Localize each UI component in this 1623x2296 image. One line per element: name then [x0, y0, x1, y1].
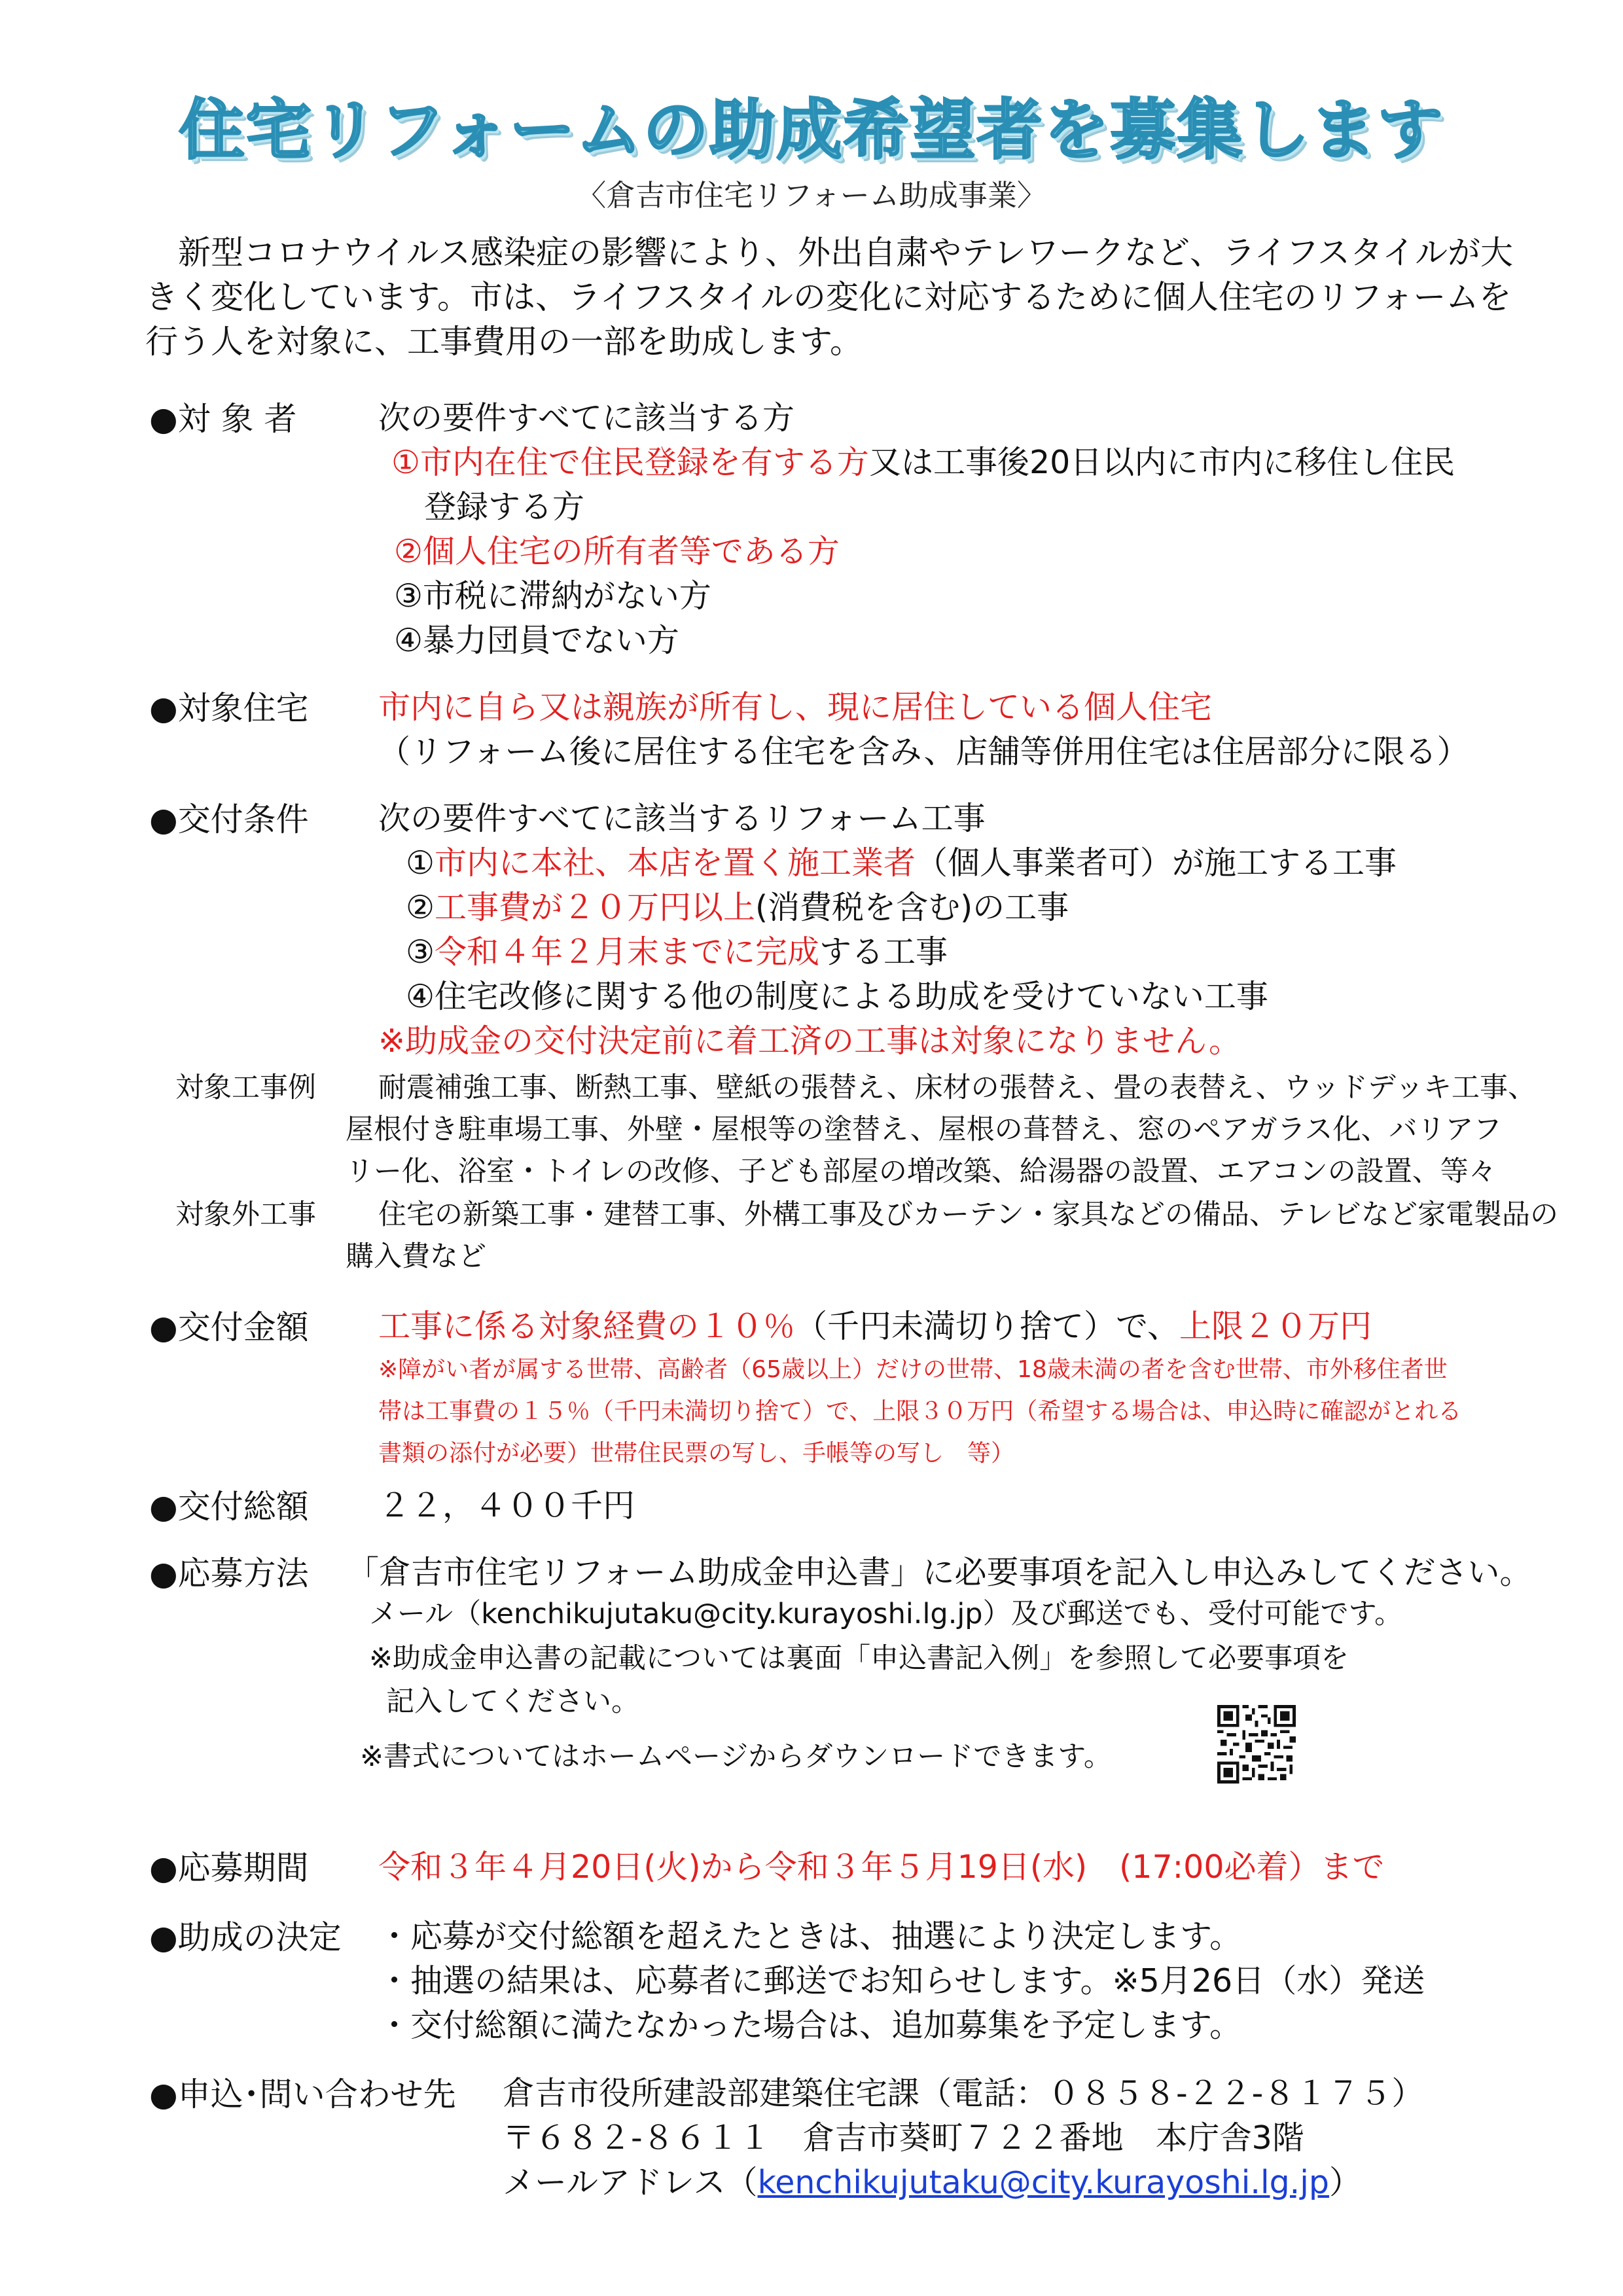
examples-line-2: 屋根付き駐車場工事、外壁・屋根等の塗替え、屋根の葺替え、窓のペアガラス化、バリアフ	[346, 1113, 1502, 1146]
condition-1: ①市内に本社、本店を置く施工業者（個人事業者可）が施工する工事	[406, 844, 1397, 882]
contact-line-3: メールアドレス（kenchikujutaku@city.kurayoshi.lg.jp）	[503, 2164, 1361, 2201]
target-person-item-2: ②個人住宅の所有者等である方	[394, 533, 840, 570]
target-person-item-1-cont: 登録する方	[424, 488, 585, 526]
decision-label: ●助成の決定	[149, 1918, 342, 1956]
period-label: ●応募期間	[149, 1849, 309, 1887]
condition-3: ③令和４年２月末までに完成する工事	[406, 933, 948, 971]
amount-note-1: ※障がい者が属する世帯、高齢者（65歳以上）だけの世帯、18歳未満の者を含む世帯、市外移住者世	[378, 1356, 1448, 1383]
target-person-item-1: ①市内在住で住民登録を有する方又は工事後20日以内に市内に移住し住民	[391, 444, 1455, 481]
apply-line-1: 「倉吉市住宅リフォーム助成金申込書」に必要事項を記入し申込みしてください。	[347, 1554, 1532, 1591]
period-value: 令和３年４月20日(火)から令和３年５月19日(水) (17:00必着）まで	[378, 1848, 1385, 1886]
target-person-lead: 次の要件すべてに該当する方	[378, 399, 795, 437]
conditions-lead: 次の要件すべてに該当するリフォーム工事	[378, 800, 986, 837]
examples-line-3: リー化、浴室・トイレの改修、子ども部屋の増改築、給湯器の設置、エアコンの設置、等々	[346, 1155, 1497, 1188]
amount-note-2: 帯は工事費の１５％（千円未満切り捨て）で、上限３０万円（希望する場合は、申込時に確認がとれる	[378, 1398, 1462, 1425]
decision-line-3: ・交付総額に満たなかった場合は、追加募集を予定します。	[378, 2007, 1242, 2044]
conditions-label: ●交付条件	[149, 800, 309, 838]
contact-label: ●申込･問い合わせ先	[149, 2075, 456, 2113]
apply-line-2: メール（kenchikujutaku@city.kurayoshi.lg.jp）及び郵送でも、受付可能です。	[369, 1598, 1403, 1630]
contact-email-link[interactable]: kenchikujutaku@city.kurayoshi.lg.jp	[757, 2164, 1329, 2201]
target-house-note: （リフォーム後に居住する住宅を含み、店舗等併用住宅は住居部分に限る）	[378, 733, 1469, 770]
total-label: ●交付総額	[149, 1488, 309, 1526]
page-subtitle: 〈倉吉市住宅リフォーム助成事業〉	[577, 178, 1046, 213]
excluded-label: 対象外工事	[175, 1198, 316, 1231]
intro-paragraph: 新型コロナウイルス感染症の影響により、外出自粛やテレワークなど、ライフスタイルが大きく変化しています。市は、ライフスタイルの変化に対応するために個人住宅のリフォームを行う人を対象に、工事費用の一部を助成します。	[145, 234, 1513, 361]
total-value: ２２，４００千円	[378, 1487, 635, 1524]
apply-line-4: 記入してください。	[386, 1685, 639, 1718]
target-person-item-4: ④暴力団員でない方	[394, 622, 679, 659]
page-title: 住宅リフォームの助成希望者を募集します	[179, 92, 1444, 168]
target-house-label: ●対象住宅	[149, 689, 309, 727]
decision-line-1: ・応募が交付総額を超えたときは、抽選により決定します。	[378, 1918, 1242, 1955]
amount-label: ●交付金額	[149, 1308, 309, 1346]
amount-note-3: 書類の添付が必要）世帯住民票の写し、手帳等の写し 等）	[378, 1440, 1015, 1467]
contact-line-2: 〒６８２-８６１１ 倉吉市葵町７２２番地 本庁舎3階	[503, 2119, 1304, 2157]
apply-line-3: ※助成金申込書の記載については裏面「申込書記入例」を参照して必要事項を	[369, 1642, 1349, 1675]
conditions-warning: ※助成金の交付決定前に着工済の工事は対象になりません。	[378, 1022, 1241, 1060]
excluded-line-2: 購入費など	[346, 1240, 486, 1273]
target-house-text: 市内に自ら又は親族が所有し、現に居住している個人住宅	[378, 689, 1213, 726]
qr-code-icon[interactable]	[1217, 1705, 1296, 1784]
excluded-line-1: 住宅の新築工事・建替工事、外構工事及びカーテン・家具などの備品、テレビなど家電製品の	[378, 1198, 1558, 1231]
contact-line-1: 倉吉市役所建設部建築住宅課（電話：０８５８-２２-８１７５）	[503, 2075, 1424, 2112]
apply-label: ●応募方法	[149, 1554, 309, 1592]
target-person-label: ●対 象 者	[149, 400, 297, 438]
examples-label: 対象工事例	[175, 1071, 316, 1104]
apply-line-5: ※書式についてはホームページからダウンロードできます。	[360, 1740, 1112, 1773]
condition-4: ④住宅改修に関する他の制度による助成を受けていない工事	[406, 978, 1268, 1015]
condition-2: ②工事費が２０万円以上(消費税を含む)の工事	[406, 889, 1069, 926]
examples-line-1: 耐震補強工事、断熱工事、壁紙の張替え、床材の張替え、畳の表替え、ウッドデッキ工事、	[378, 1071, 1537, 1104]
decision-line-2: ・抽選の結果は、応募者に郵送でお知らせします。※5月26日（水）発送	[378, 1962, 1425, 2000]
amount-text: 工事に係る対象経費の１０％（千円未満切り捨て）で、上限２０万円	[378, 1308, 1372, 1345]
target-person-item-3: ③市税に滞納がない方	[394, 577, 711, 615]
